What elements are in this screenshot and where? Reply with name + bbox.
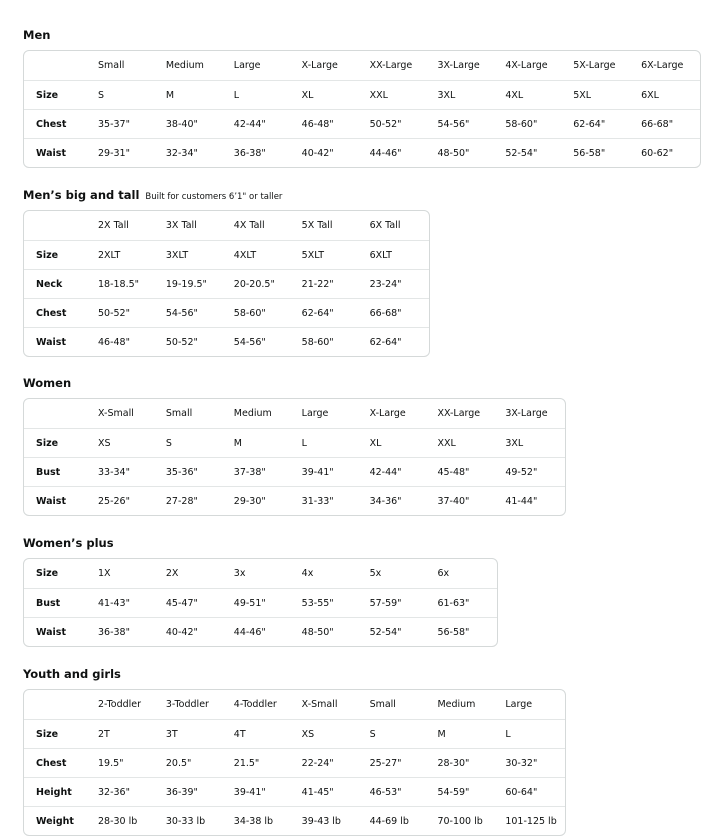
table-cell: 2T (98, 728, 110, 740)
table-cell: 35-37" (98, 118, 130, 130)
table-cell: 45-47" (165, 597, 198, 609)
column-header: Medium (165, 60, 204, 71)
table-cell: 36-38" (98, 626, 130, 638)
table-cell: 28-30 lb (98, 815, 138, 827)
table-cell: 28-30" (437, 757, 470, 769)
table-cell: 3XL (505, 437, 524, 449)
table-cell: 23-24" (369, 278, 402, 290)
table-cell: 49-51" (233, 597, 266, 609)
table-row-bust (24, 588, 497, 617)
section-womens-plus (23, 535, 470, 638)
row-label: Size (36, 249, 59, 261)
table-cell: 44-46" (369, 147, 402, 159)
table-cell: S (98, 89, 105, 101)
table-row-height (24, 777, 565, 806)
column-header: XX-Large (369, 60, 413, 71)
column-header: Small (165, 408, 193, 419)
table-cell: 6XL (641, 89, 659, 101)
row-label: Weight (36, 815, 74, 827)
row-label: Size (36, 728, 59, 740)
table-header-row (24, 399, 565, 428)
table-header-row (24, 690, 565, 719)
row-label: Waist (36, 495, 67, 507)
table-cell: 66-68" (369, 307, 402, 319)
row-label: Waist (36, 147, 67, 159)
table-cell: 5XLT (301, 249, 325, 261)
table-cell: 27-28" (165, 495, 198, 507)
section-title-mens-big-and-tall (23, 187, 282, 203)
table-row-weight (24, 806, 565, 835)
table-cell: 58-60" (233, 307, 266, 319)
section-mens-big-and-tall (23, 187, 402, 348)
table-cell: 22-24" (301, 757, 334, 769)
column-header: 4X Tall (233, 220, 265, 231)
table-cell: 41-43" (98, 597, 130, 609)
table-cell: 3XL (437, 89, 456, 101)
column-header: X-Small (98, 408, 134, 419)
row-label: Size (36, 568, 59, 579)
table-cell: 66-68" (641, 118, 674, 130)
table-cell: 58-60" (301, 336, 334, 348)
table-cell: 33-34" (98, 466, 130, 478)
table-cell: 30-32" (505, 757, 538, 769)
table-cell: 61-63" (437, 597, 470, 609)
table-row-size (24, 240, 429, 269)
table-cell: 38-40" (165, 118, 198, 130)
table-cell: 46-53" (369, 786, 402, 798)
column-header: Large (505, 699, 533, 710)
table-cell: 31-33" (301, 495, 334, 507)
table-cell: 34-36" (369, 495, 402, 507)
table-cell: 39-41" (233, 786, 266, 798)
table-cell: 32-36" (98, 786, 130, 798)
table-cell: 62-64" (301, 307, 334, 319)
table-header-row (24, 211, 429, 240)
table-cell: L (301, 437, 307, 449)
row-label: Height (36, 786, 72, 798)
column-header: 4X-Large (505, 60, 548, 71)
table-cell: 46-48" (301, 118, 334, 130)
column-header: 5X-Large (573, 60, 616, 71)
column-header: X-Large (369, 408, 406, 419)
section-title-men: Men (23, 28, 51, 42)
table-cell: 3XLT (165, 249, 189, 261)
table-row-size (24, 80, 700, 109)
size-table-womens-plus (23, 558, 498, 647)
table-cell: 62-64" (369, 336, 402, 348)
table-cell: 25-27" (369, 757, 402, 769)
table-cell: 4XL (505, 89, 524, 101)
table-cell: 60-62" (641, 147, 674, 159)
table-cell: L (233, 89, 240, 101)
table-cell: 20-20.5" (233, 278, 275, 290)
table-cell: XXL (437, 437, 456, 449)
table-row-neck (24, 269, 429, 298)
table-cell: 4XLT (233, 249, 257, 261)
table-cell: 57-59" (369, 597, 402, 609)
table-row-chest (24, 748, 565, 777)
table-cell: 52-54" (505, 147, 538, 159)
table-cell: 36-39" (165, 786, 198, 798)
column-header: 2X Tall (98, 220, 129, 231)
table-row-bust (24, 457, 565, 486)
table-cell: 4x (301, 568, 314, 579)
table-cell: 48-50" (301, 626, 334, 638)
row-label: Chest (36, 118, 67, 130)
column-header: 6X-Large (641, 60, 684, 71)
table-cell: L (505, 728, 511, 740)
row-label: Size (36, 437, 59, 449)
column-header: Small (98, 60, 125, 71)
table-cell: 54-59" (437, 786, 470, 798)
table-cell: 2XLT (98, 249, 121, 261)
table-cell: 36-38" (233, 147, 266, 159)
table-cell: 44-69 lb (369, 815, 409, 827)
table-cell: 20.5" (165, 757, 192, 769)
table-cell: 29-31" (98, 147, 130, 159)
column-header: X-Small (301, 699, 338, 710)
section-title-womens-plus: Women’s plus (23, 536, 114, 550)
table-cell: 54-56" (165, 307, 198, 319)
table-cell: XS (98, 437, 111, 449)
row-label: Waist (36, 336, 67, 348)
table-cell: S (165, 437, 172, 449)
table-cell: 6XLT (369, 249, 392, 261)
table-cell: 54-56" (437, 118, 470, 130)
table-cell: 50-52" (98, 307, 130, 319)
column-header: Medium (437, 699, 476, 710)
table-cell: 3T (165, 728, 178, 740)
table-cell: 42-44" (233, 118, 266, 130)
table-cell: 21-22" (301, 278, 334, 290)
table-cell: 54-56" (233, 336, 266, 348)
table-cell: 46-48" (98, 336, 130, 348)
section-subtitle: Built for customers 6’1" or taller (145, 192, 283, 202)
table-row-waist (24, 617, 497, 646)
table-cell: 18-18.5" (98, 278, 140, 290)
table-cell: 5XL (573, 89, 592, 101)
table-cell: M (165, 89, 175, 101)
column-header: Large (233, 60, 261, 71)
table-row-waist (24, 327, 429, 356)
table-row-waist (24, 138, 700, 167)
table-cell: 29-30" (233, 495, 266, 507)
table-cell: 32-34" (165, 147, 198, 159)
section-title-text: Men’s big and tall (23, 188, 140, 202)
table-cell: 50-52" (165, 336, 198, 348)
table-cell: 21.5" (233, 757, 260, 769)
row-label: Waist (36, 626, 67, 638)
table-cell: 3x (233, 568, 246, 579)
row-label: Chest (36, 757, 67, 769)
table-cell: 2X (165, 568, 179, 579)
row-label: Bust (36, 466, 61, 478)
table-cell: 35-36" (165, 466, 198, 478)
table-cell: 45-48" (437, 466, 470, 478)
column-header: Medium (233, 408, 272, 419)
table-cell: XL (369, 437, 382, 449)
table-cell: 42-44" (369, 466, 402, 478)
table-cell: 41-44" (505, 495, 538, 507)
row-label: Chest (36, 307, 67, 319)
table-cell: S (369, 728, 376, 740)
table-cell: XXL (369, 89, 388, 101)
table-row-chest (24, 298, 429, 327)
table-cell: 48-50" (437, 147, 470, 159)
table-cell: 25-26" (98, 495, 130, 507)
table-cell: M (437, 728, 446, 740)
table-cell: 62-64" (573, 118, 606, 130)
size-table-women (23, 398, 566, 516)
table-row-size (24, 428, 565, 457)
size-table-youth-and-girls (23, 689, 566, 836)
table-cell: 70-100 lb (437, 815, 483, 827)
table-cell: 56-58" (437, 626, 470, 638)
section-title-women: Women (23, 376, 72, 390)
section-men (23, 27, 684, 159)
column-header: Small (369, 699, 396, 710)
section-youth-and-girls (23, 666, 557, 827)
table-cell: 39-41" (301, 466, 334, 478)
section-title-youth-and-girls: Youth and girls (23, 667, 121, 681)
column-header: Large (301, 408, 329, 419)
table-cell: 37-38" (233, 466, 266, 478)
table-cell: M (233, 437, 242, 449)
table-cell: 58-60" (505, 118, 538, 130)
table-cell: XL (301, 89, 314, 101)
table-cell: 40-42" (165, 626, 198, 638)
table-cell: 56-58" (573, 147, 606, 159)
table-cell: 44-46" (233, 626, 266, 638)
table-cell: 60-64" (505, 786, 538, 798)
table-cell: 1X (98, 568, 111, 579)
table-row-chest (24, 109, 700, 138)
row-label: Neck (36, 278, 63, 290)
table-cell: 50-52" (369, 118, 402, 130)
table-cell: 4T (233, 728, 246, 740)
table-cell: 19-19.5" (165, 278, 207, 290)
table-cell: 40-42" (301, 147, 334, 159)
table-cell: 52-54" (369, 626, 402, 638)
table-cell: 37-40" (437, 495, 470, 507)
column-header: 4-Toddler (233, 699, 277, 710)
table-cell: 49-52" (505, 466, 538, 478)
column-header: 3-Toddler (165, 699, 209, 710)
table-cell: 19.5" (98, 757, 124, 769)
row-label: Bust (36, 597, 61, 609)
size-table-mens-big-and-tall (23, 210, 430, 357)
size-table-men (23, 50, 701, 168)
table-row-waist (24, 486, 565, 515)
table-header-row (24, 51, 700, 80)
table-cell: 39-43 lb (301, 815, 341, 827)
table-cell: 5x (369, 568, 382, 579)
column-header: 2-Toddler (98, 699, 142, 710)
table-cell: 34-38 lb (233, 815, 274, 827)
table-cell: 101-125 lb (505, 815, 557, 827)
column-header: X-Large (301, 60, 338, 71)
column-header: 3X-Large (437, 60, 480, 71)
table-cell: 41-45" (301, 786, 334, 798)
table-row-size (24, 559, 497, 588)
table-cell: 53-55" (301, 597, 334, 609)
table-cell: XS (301, 728, 315, 740)
section-women (23, 375, 548, 507)
column-header: XX-Large (437, 408, 481, 419)
row-label: Size (36, 89, 59, 101)
table-row-size (24, 719, 565, 748)
column-header: 6X Tall (369, 220, 401, 231)
column-header: 3X-Large (505, 408, 548, 419)
column-header: 5X Tall (301, 220, 333, 231)
table-cell: 30-33 lb (165, 815, 206, 827)
column-header: 3X Tall (165, 220, 197, 231)
table-cell: 6x (437, 568, 450, 579)
